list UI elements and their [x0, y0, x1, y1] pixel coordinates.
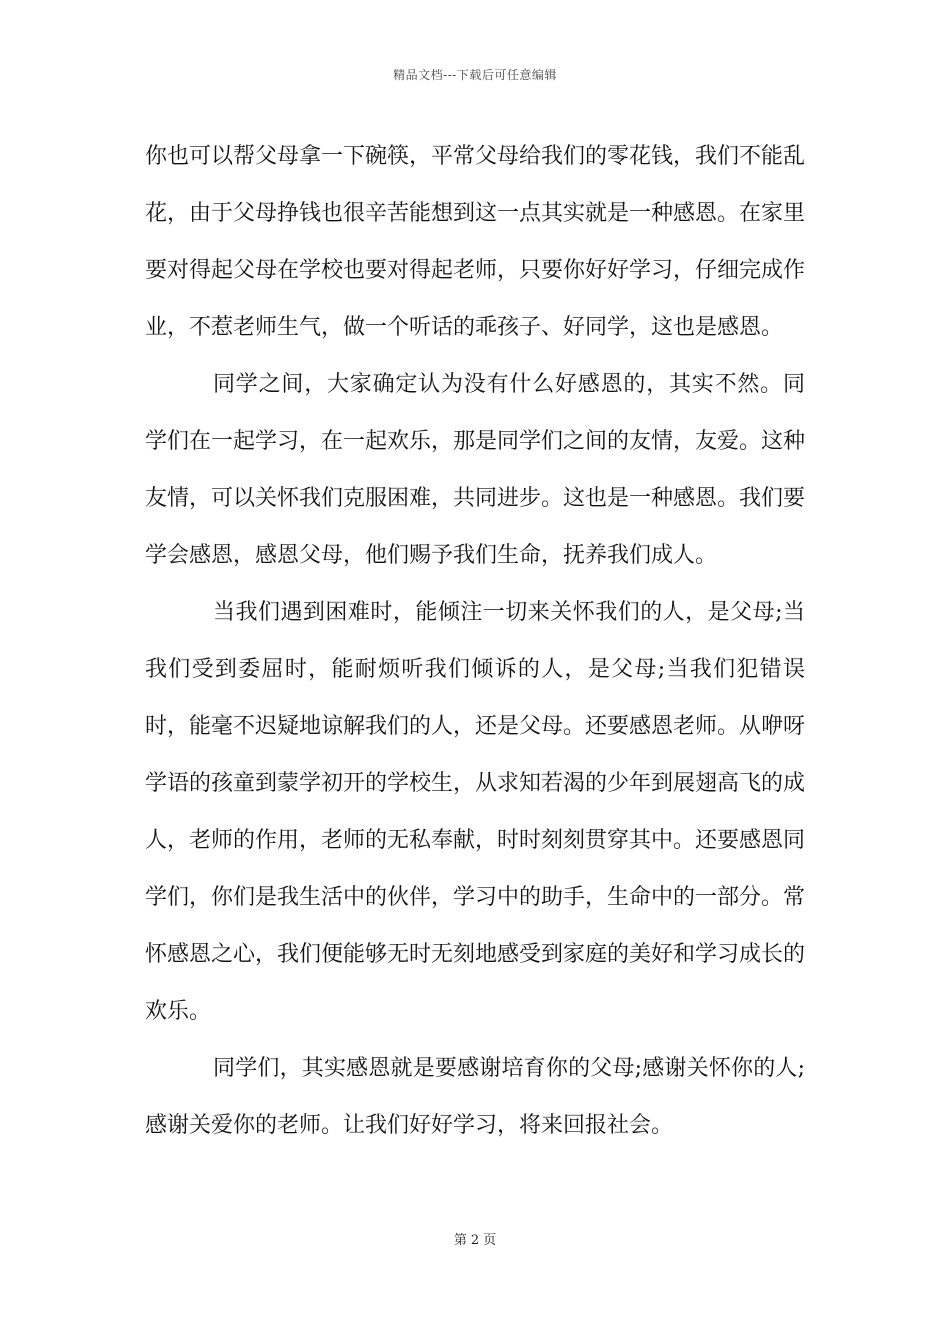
paragraph-2: 同学之间，大家确定认为没有什么好感恩的，其实不然。同学们在一起学习，在一起欢乐，那是同学们之间的友情，友爱。这种友情，可以关怀我们克服困难，共同进步。这也是一种感恩。我们要学会感恩，感恩父母，他们赐予我们生命，抚养我们成人。	[145, 372, 806, 568]
page-number-suffix: 页	[483, 1233, 497, 1248]
paragraph-3: 当我们遇到困难时，能倾注一切来关怀我们的人，是父母;当我们受到委屈时，能耐烦听我们倾诉的人，是父母;当我们犯错误时，能毫不迟疑地谅解我们的人，还是父母。还要感恩老师。从咿呀学语的孩童到蒙学初开的学校生，从求知若渴的少年到展翅高飞的成人，老师的作用，老师的无私奉献，时时刻刻贯穿其中。还要感恩同学们，你们是我生活中的伙伴，学习中的助手，生命中的一部分。常怀感恩之心，我们便能够无时无刻地感受到家庭的美好和学习成长的欢乐。	[145, 600, 806, 1024]
page-number-prefix: 第	[453, 1233, 467, 1248]
paragraph-1: 你也可以帮父母拿一下碗筷，平常父母给我们的零花钱，我们不能乱花，由于父母挣钱也很辛苦能想到这一点其实就是一种感恩。在家里要对得起父母在学校也要对得起老师，只要你好好学习，仔细完成作业，不惹老师生气，做一个听话的乖孩子、好同学，这也是感恩。	[145, 144, 806, 340]
paragraph-4: 同学们，其实感恩就是要感谢培育你的父母;感谢关怀你的人;感谢关爱你的老师。让我们好好学习，将来回报社会。	[145, 1056, 805, 1138]
document-body	[145, 128, 805, 1154]
page-header: 精品文档---下载后可任意编辑	[393, 68, 557, 82]
page-number: 2	[470, 1233, 480, 1248]
page-footer	[0, 1229, 950, 1248]
